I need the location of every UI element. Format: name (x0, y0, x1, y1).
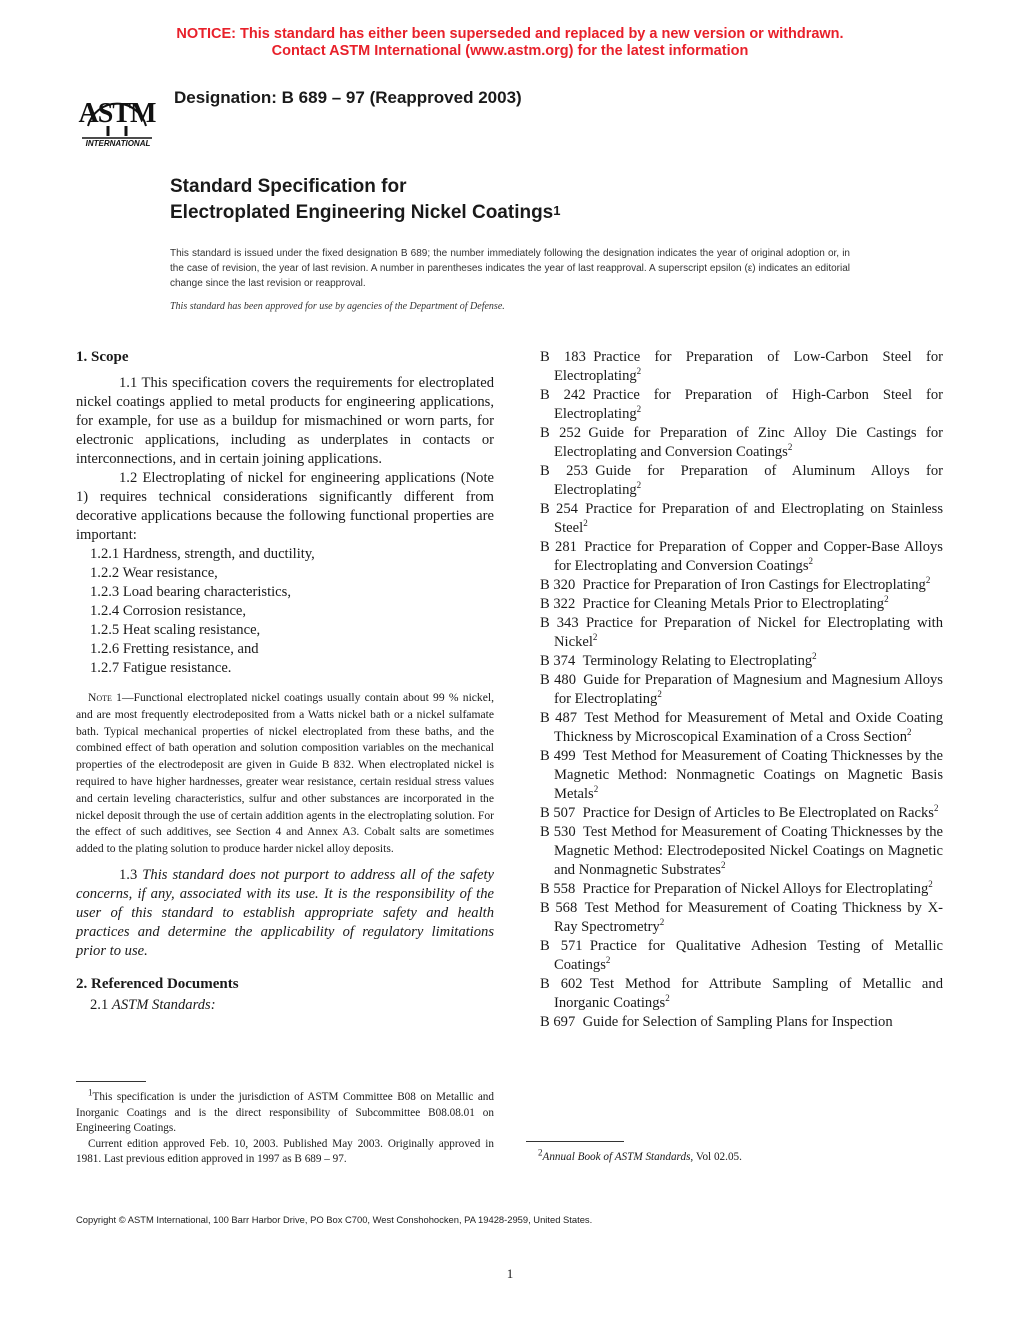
title-line-2: Electroplated Engineering Nickel Coatings$^1$ (170, 202, 561, 223)
reference-title: Test Method for Measurement of Coating Thicknesses by the Magnetic Method: Nonmagnetic Coatings on Magnetic Basis Metals (554, 748, 943, 802)
reference-item (540, 348, 943, 386)
reference-code: B 252 (540, 425, 582, 441)
scope-item: 1.2.6 Fretting resistance, and (90, 641, 259, 657)
scope-items (76, 545, 494, 678)
reference-code: B 507 (540, 805, 576, 821)
reference-code: B 320 (540, 577, 576, 593)
reference-code: B 530 (540, 824, 576, 840)
reference-title: Practice for Preparation of High-Carbon Steel for Electroplating (554, 387, 943, 422)
reference-item (540, 937, 943, 975)
scope-item: 1.2.7 Fatigue resistance. (90, 660, 232, 676)
notice-banner (0, 26, 1020, 60)
reference-footnote-mark: 2 (928, 879, 933, 890)
reference-title: Practice for Qualitative Adhesion Testing of Metallic Coatings (554, 938, 943, 973)
issuance-statement: This standard is issued under the fixed designation B 689; the number immediately following the designation indicates the year of original adoption or, in the case of revision, the year of last revision. A number in parentheses indicates the year of last reapproval. A superscript epsilon (ε) indicates an editorial change since the last revision or reapproval. (170, 248, 850, 289)
reference-title: Practice for Preparation of Nickel Alloys for Electroplating (582, 881, 929, 897)
reference-footnote-mark: 2 (657, 689, 662, 700)
reference-code: B 254 (540, 501, 578, 517)
reference-title: Guide for Selection of Sampling Plans for Inspection (582, 1014, 893, 1030)
reference-footnote-mark: 2 (636, 480, 642, 491)
reference-title: Practice for Preparation of Copper and Copper-Base Alloys for Electroplating and Conversion Coatings (554, 539, 943, 574)
scope-item: 1.2.4 Corrosion resistance, (90, 603, 247, 619)
references-list (540, 348, 943, 1032)
title-line-1: Standard Specification for (170, 176, 407, 197)
reference-title: Guide for Preparation of Zinc Alloy Die Castings for Electroplating and Conversion Coatings (554, 425, 943, 460)
reference-code: B 602 (540, 976, 583, 992)
reference-code: B 571 (540, 938, 583, 954)
reference-code: B 697 (540, 1014, 576, 1030)
footnote-2: $^2$Annual Book of ASTM Standards, Vol 02.05. (538, 1147, 742, 1163)
section-scope-heading: 1. Scope (76, 349, 129, 365)
reference-footnote-mark: 2 (636, 366, 642, 377)
reference-item (540, 975, 943, 1013)
reference-code: B 499 (540, 748, 576, 764)
reference-code: B 253 (540, 463, 588, 479)
reference-code: B 487 (540, 710, 578, 726)
scope-item: 1.2.2 Wear resistance, (90, 565, 218, 581)
defense-note: This standard has been approved for use by agencies of the Department of Defense. (170, 301, 505, 312)
left-column (76, 348, 494, 1015)
reference-item (540, 804, 943, 823)
reference-footnote-mark: 2 (636, 404, 642, 415)
reference-title: Practice for Cleaning Metals Prior to Electroplating (582, 596, 885, 612)
reference-code: B 480 (540, 672, 576, 688)
reference-code: B 281 (540, 539, 577, 555)
reference-footnote-mark: 2 (665, 993, 670, 1004)
reference-code: B 558 (540, 881, 576, 897)
section-referenced-heading: 2. Referenced Documents (76, 975, 239, 992)
notice-line-2: Contact ASTM International (www.astm.org) for the latest information (271, 43, 749, 59)
reference-footnote-mark: 2 (720, 860, 726, 871)
reference-title: Guide for Preparation of Aluminum Alloys for Electroplating (554, 463, 943, 498)
reference-footnote-mark: 2 (925, 575, 931, 586)
reference-title: Test Method for Attribute Sampling of Metallic and Inorganic Coatings (554, 976, 943, 1011)
designation: Designation: B 689 – 97 (Reapproved 2003) (174, 88, 522, 107)
reference-title: Terminology Relating to Electroplating (582, 653, 813, 669)
reference-title: Test Method for Measurement of Coating Thicknesses by the Magnetic Method: Electrodeposited Nickel Coatings on Magnetic and Nonmagnetic Substrates (554, 824, 943, 878)
reference-item (540, 880, 943, 899)
reference-footnote-mark: 2 (884, 594, 889, 605)
astm-standards-label: 2.1 ASTM Standards: (90, 996, 216, 1013)
para-1-1: 1.1 This specification covers the requirements for electroplated nickel coatings applied to metal products for engineering applications, for example, for use as a buildup for mismachined or worn parts, for electronic applications, including as underplates in contacts or interconnections, and in certain joining applications. (76, 375, 494, 467)
reference-code: B 242 (540, 387, 586, 403)
reference-footnote-mark: 2 (605, 955, 611, 966)
reference-footnote-mark: 2 (907, 727, 912, 738)
reference-title: Test Method for Measurement of Coating Thickness by X-Ray Spectrometry (554, 900, 943, 935)
reference-code: B 568 (540, 900, 578, 916)
astm-logo (72, 76, 162, 150)
reference-item (540, 576, 943, 595)
reference-item (540, 462, 943, 500)
reference-title: Practice for Preparation of Low-Carbon Steel for Electroplating (554, 349, 943, 384)
reference-code: B 343 (540, 615, 579, 631)
reference-item (540, 595, 943, 614)
reference-footnote-mark: 2 (812, 651, 817, 662)
para-1-3: 1.3 This standard does not purport to address all of the safety concerns, if any, associated with its use. It is the responsibility of the user of this standard to establish appropriate safety and health practices and determine the applicability of regulatory limitations prior to use. (76, 866, 494, 959)
astm-logo-icon (72, 76, 162, 150)
note-1: Note 1—Functional electroplated nickel coatings usually contain about 99 % nickel, and are most frequently electrodeposited from a Watts nickel bath or a nickel sulfamate bath. Typical mechanical properties of nickel electroplated from these baths, and the combined effect of bath operation and solution composition variables on the mechanical properties of the electrodeposit are given in Guide B 832. When electroplated nickel is required to have higher hardnesses, greater wear resistance, certain residual stress values and certain leveling characteristics, sulfur and other substances are incorporated in the nickel deposit through the use of certain addition agents in the electroplating solution. For the effect of such additives, see Section 4 and Annex A3. Cobalt salts are sometimes added to the plating solution to produce harder nickel alloy deposits. (76, 691, 494, 856)
notice-line-1: NOTICE: This standard has either been superseded and replaced by a new version or withdrawn. (176, 26, 844, 42)
scope-item: 1.2.3 Load bearing characteristics, (90, 584, 291, 600)
reference-footnote-mark: 2 (808, 556, 814, 567)
reference-item (540, 671, 943, 709)
reference-item (540, 823, 943, 880)
reference-footnote-mark: 2 (659, 917, 665, 928)
reference-item (540, 424, 943, 462)
reference-footnote-mark: 2 (593, 784, 599, 795)
reference-footnote-mark: 2 (592, 632, 598, 643)
document-title (170, 174, 560, 226)
logo-caption: INTERNATIONAL (85, 139, 151, 148)
reference-item (540, 652, 943, 671)
copyright: Copyright © ASTM International, 100 Barr Harbor Drive, PO Box C700, West Conshohocken, PA 19428-2959, United States. (76, 1214, 593, 1225)
footnote-rule-left (76, 1081, 146, 1082)
reference-code: B 374 (540, 653, 576, 669)
reference-item (540, 899, 943, 937)
reference-title: Practice for Design of Articles to Be Electroplated on Racks (582, 805, 934, 821)
footnote-1: $^1$This specification is under the jurisdiction of ASTM Committee B08 on Metallic and Inorganic Coatings and is the direct responsibility of Subcommittee B08.08.01 on Engineering Coatings. Current edition approved Feb. 10, 2003. Published May 2003. Originally approved in 1981. Last previous edition approved in 1997 as B 689 – 97. (76, 1087, 494, 1166)
reference-code: B 183 (540, 349, 586, 365)
reference-title: Guide for Preparation of Magnesium and Magnesium Alloys for Electroplating (554, 672, 943, 707)
reference-footnote-mark: 2 (787, 442, 793, 453)
reference-footnote-mark: 2 (583, 518, 588, 529)
reference-title: Practice for Preparation of Nickel for Electroplating with Nickel (554, 615, 943, 650)
reference-footnote-mark: 2 (933, 803, 939, 814)
reference-item (540, 614, 943, 652)
title-footnote-mark: 1 (553, 203, 561, 218)
reference-item (540, 709, 943, 747)
logo-letters: ASTM (78, 98, 156, 129)
reference-item (540, 747, 943, 804)
scope-item: 1.2.1 Hardness, strength, and ductility, (90, 546, 315, 562)
reference-item (540, 386, 943, 424)
footnote-rule-right (526, 1141, 624, 1142)
reference-title: Practice for Preparation of Iron Castings for Electroplating (582, 577, 926, 593)
reference-item (540, 500, 943, 538)
page-number: 1 (506, 1266, 514, 1281)
note-label: Note 1 (88, 691, 122, 704)
reference-title: Test Method for Measurement of Metal and Oxide Coating Thickness by Microscopical Examination of a Cross Section (554, 710, 944, 745)
para-1-2: 1.2 Electroplating of nickel for engineering applications (Note 1) requires technical considerations significantly different from decorative applications because the following functional properties are important: (76, 470, 494, 543)
reference-item (540, 538, 943, 576)
reference-item (540, 1013, 943, 1032)
reference-code: B 322 (540, 596, 576, 612)
reference-title: Practice for Preparation of and Electroplating on Stainless Steel (554, 501, 943, 536)
scope-item: 1.2.5 Heat scaling resistance, (90, 622, 261, 638)
